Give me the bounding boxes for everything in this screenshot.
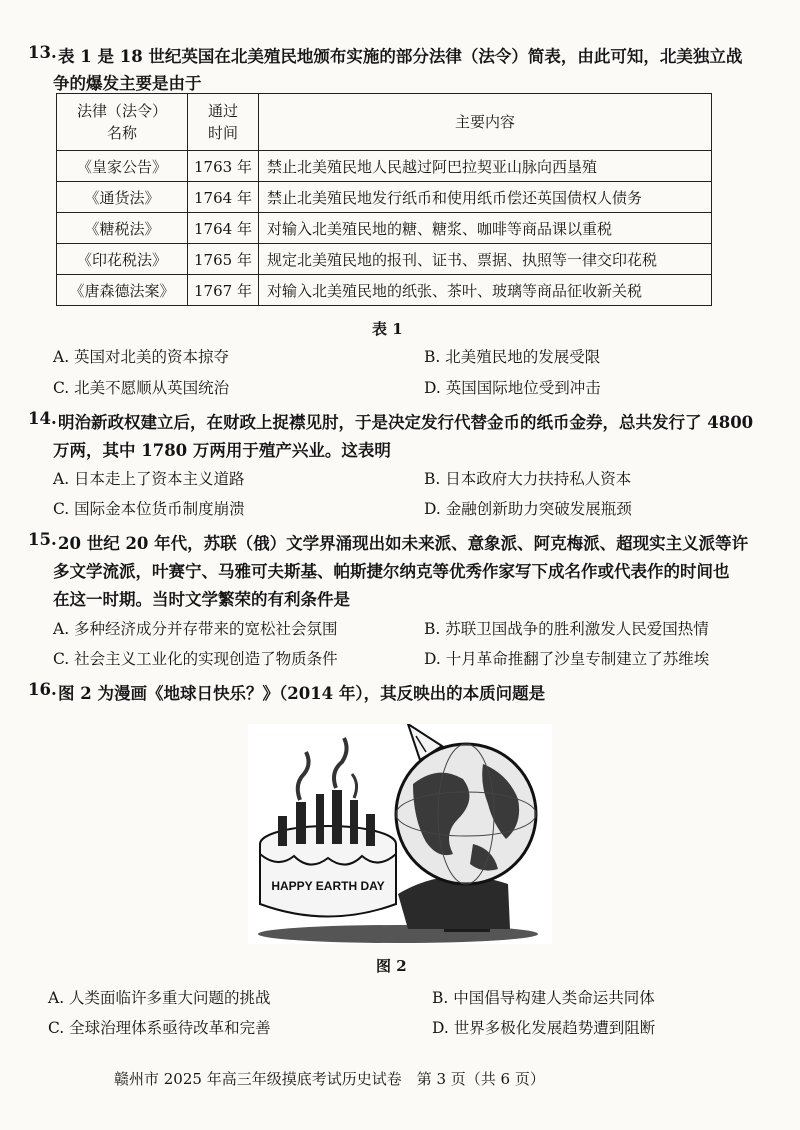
law-name-cell: 《皇家公告》 xyxy=(57,151,188,182)
law-year-cell: 1764 年 xyxy=(188,182,259,213)
question-15-number: 15. xyxy=(28,530,57,549)
table-row xyxy=(57,244,712,275)
question-15-option-d[interactable]: D. 十月革命推翻了沙皇专制建立了苏维埃 xyxy=(424,650,710,668)
candle-icon xyxy=(350,800,358,844)
page-footer: 赣州市 2025 年高三年级摸底考试历史试卷 第 3 页（共 6 页） xyxy=(114,1070,545,1088)
question-14-option-d[interactable]: D. 金融创新助力突破发展瓶颈 xyxy=(424,500,632,518)
law-content-cell: 对输入北美殖民地的纸张、茶叶、玻璃等商品征收新关税 xyxy=(259,275,712,306)
header-pass-time xyxy=(188,94,259,151)
question-15-stem-line2: 多文学流派，叶赛宁、马雅可夫斯基、帕斯捷尔纳克等优秀作家写下成名作或代表作的时间也 xyxy=(53,562,730,581)
table-row xyxy=(57,182,712,213)
table-row xyxy=(57,151,712,182)
header-main-content: 主要内容 xyxy=(259,94,712,151)
header-law-name-line1: 法律（法令） xyxy=(76,102,167,120)
candle-icon xyxy=(366,814,375,846)
candle-icon xyxy=(332,790,342,844)
law-content-cell: 禁止北美殖民地人民越过阿巴拉契亚山脉向西垦殖 xyxy=(259,151,712,182)
law-content-cell: 规定北美殖民地的报刊、证书、票据、执照等一律交印花税 xyxy=(259,244,712,275)
question-15-stem-line3: 在这一时期。当时文学繁荣的有利条件是 xyxy=(53,590,350,609)
law-table-header-row xyxy=(57,94,712,151)
question-16-option-c[interactable]: C. 全球治理体系亟待改革和完善 xyxy=(48,1019,271,1037)
cartoon-illustration xyxy=(248,724,552,944)
law-year-cell: 1767 年 xyxy=(188,275,259,306)
question-13-option-a[interactable]: A. 英国对北美的资本掠夺 xyxy=(53,348,230,366)
question-14-stem-line1: 明治新政权建立后，在财政上捉襟见肘，于是决定发行代替金币的纸币金券，总共发行了 4800 xyxy=(58,413,754,432)
question-14-stem-line2: 万两，其中 1780 万两用于殖产兴业。这表明 xyxy=(53,441,391,460)
figure-2-caption: 图 2 xyxy=(376,957,407,975)
candle-icon xyxy=(316,794,324,844)
table-1-caption: 表 1 xyxy=(372,320,403,338)
law-name-cell: 《唐森德法案》 xyxy=(57,275,188,306)
law-content-cell: 对输入北美殖民地的糖、糖浆、咖啡等商品课以重税 xyxy=(259,213,712,244)
question-13-option-c[interactable]: C. 北美不愿顺从英国统治 xyxy=(53,379,230,397)
cake-banner-text: HAPPY EARTH DAY xyxy=(271,879,385,893)
law-content-cell: 禁止北美殖民地发行纸币和使用纸币偿还英国债权人债务 xyxy=(259,182,712,213)
question-15-stem-line1: 20 世纪 20 年代，苏联（俄）文学界涌现出如未来派、意象派、阿克梅派、超现实主义派等许 xyxy=(58,534,749,553)
law-table xyxy=(56,93,712,306)
question-13-stem-line2: 争的爆发主要是由于 xyxy=(53,74,202,93)
question-13-stem-line1: 表 1 是 18 世纪英国在北美殖民地颁布实施的部分法律（法令）简表，由此可知，北美独立战 xyxy=(58,47,743,66)
question-16-option-d[interactable]: D. 世界多极化发展趋势遭到阻断 xyxy=(432,1019,656,1037)
question-14-number: 14. xyxy=(28,409,57,428)
question-16-number: 16. xyxy=(28,680,57,699)
question-16-option-b[interactable]: B. 中国倡导构建人类命运共同体 xyxy=(432,989,655,1007)
law-year-cell: 1765 年 xyxy=(188,244,259,275)
question-15-option-c[interactable]: C. 社会主义工业化的实现创造了物质条件 xyxy=(53,650,338,668)
question-13-option-d[interactable]: D. 英国国际地位受到冲击 xyxy=(424,379,601,397)
header-law-name xyxy=(57,94,188,151)
table-row xyxy=(57,275,712,306)
smoke-plume xyxy=(298,752,309,800)
question-13-number: 13. xyxy=(28,43,57,62)
candle-icon xyxy=(296,802,306,844)
question-15-option-a[interactable]: A. 多种经济成分并存带来的宽松社会氛围 xyxy=(53,620,338,638)
earth-day-cartoon xyxy=(248,724,552,944)
question-14-option-a[interactable]: A. 日本走上了资本主义道路 xyxy=(53,470,245,488)
question-14-option-b[interactable]: B. 日本政府大力扶持私人资本 xyxy=(424,470,632,488)
law-year-cell: 1764 年 xyxy=(188,213,259,244)
law-name-cell: 《通货法》 xyxy=(57,182,188,213)
law-name-cell: 《糖税法》 xyxy=(57,213,188,244)
question-14-option-c[interactable]: C. 国际金本位货币制度崩溃 xyxy=(53,500,245,518)
header-pass-time-line2: 时间 xyxy=(207,124,238,142)
smoke-plume xyxy=(334,738,347,788)
header-pass-time-line1: 通过 xyxy=(207,102,238,120)
table-row xyxy=(57,213,712,244)
question-16-option-a[interactable]: A. 人类面临许多重大问题的挑战 xyxy=(48,989,271,1007)
question-15-option-b[interactable]: B. 苏联卫国战争的胜利激发人民爱国热情 xyxy=(424,620,709,638)
header-law-name-line2: 名称 xyxy=(106,124,137,142)
question-16-stem: 图 2 为漫画《地球日快乐？》（2014 年），其反映出的本质问题是 xyxy=(58,684,546,703)
question-13-option-b[interactable]: B. 北美殖民地的发展受限 xyxy=(424,348,601,366)
law-name-cell: 《印花税法》 xyxy=(57,244,188,275)
law-year-cell: 1763 年 xyxy=(188,151,259,182)
smoke-plume xyxy=(352,774,357,798)
candle-icon xyxy=(278,816,287,846)
